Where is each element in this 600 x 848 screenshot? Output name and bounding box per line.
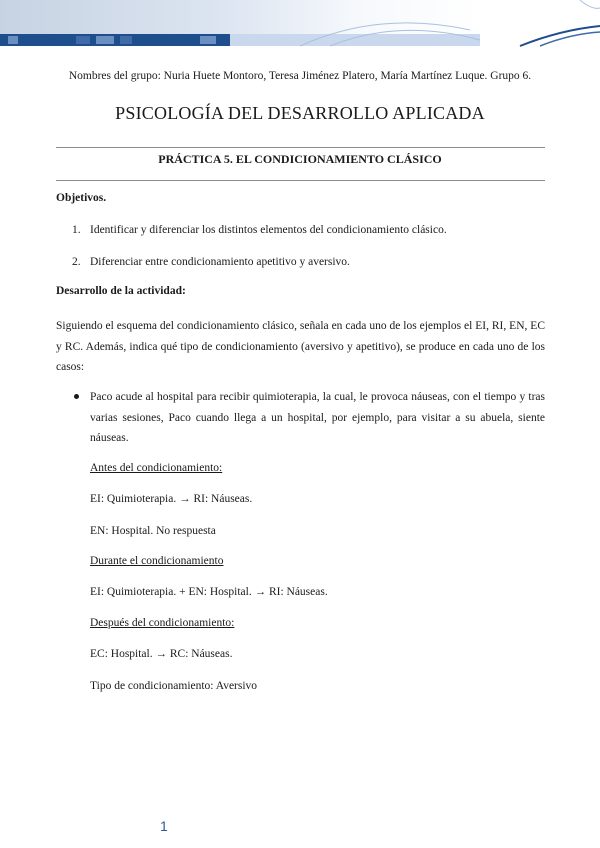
development-heading: Desarrollo de la actividad:	[56, 285, 186, 297]
development-paragraph: Siguiendo el esquema del condicionamiento clásico, señala en cada uno de los ejemplos el EI, RI, EN, EC y RC. Además, indica qué tipo de condicionamiento (aversivo y apetitivo), se produce en cada uno de los casos:	[56, 320, 545, 373]
conditioning-type: Tipo de condicionamiento: Aversivo	[90, 680, 258, 692]
objective-text: Diferenciar entre condicionamiento apetitivo y aversivo.	[90, 256, 350, 268]
header-banner	[0, 0, 600, 50]
after-line: EC: Hospital. → RC: Náuseas.	[90, 648, 233, 660]
objective-number: 1.	[72, 224, 81, 236]
before-label: Antes del condicionamiento:	[90, 462, 223, 474]
page-number: 1	[160, 818, 168, 834]
objective-item	[72, 224, 447, 236]
after-label: Después del condicionamiento:	[90, 617, 235, 629]
before-line-2: EN: Hospital. No respuesta	[90, 525, 216, 537]
divider-top	[56, 147, 545, 148]
objective-item	[72, 256, 350, 268]
practice-title: PRÁCTICA 5. EL CONDICIONAMIENTO CLÁSICO	[158, 152, 442, 166]
page-title: PSICOLOGÍA DEL DESARROLLO APLICADA	[115, 103, 485, 123]
during-label: Durante el condicionamiento	[90, 555, 224, 567]
objective-number: 2.	[72, 256, 81, 268]
during-line: EI: Quimioterapia. + EN: Hospital. → RI: Náuseas.	[90, 586, 328, 598]
bullet-icon	[74, 394, 79, 399]
group-names: Nombres del grupo: Nuria Huete Montoro, Teresa Jiménez Platero, María Martínez Luque. Grupo 6.	[68, 70, 532, 82]
objective-text: Identificar y diferenciar los distintos elementos del condicionamiento clásico.	[90, 224, 447, 236]
before-line-1: EI: Quimioterapia. → RI: Náuseas.	[90, 493, 253, 505]
divider-bottom	[56, 180, 545, 181]
example-text: Paco acude al hospital para recibir quimioterapia, la cual, le provoca náuseas, con el tiempo y tras varias sesiones, Paco cuando llega a un hospital, por ejemplo, para visitar a su abuela, siente náuseas.	[90, 391, 545, 444]
objectives-heading: Objetivos.	[56, 192, 107, 204]
